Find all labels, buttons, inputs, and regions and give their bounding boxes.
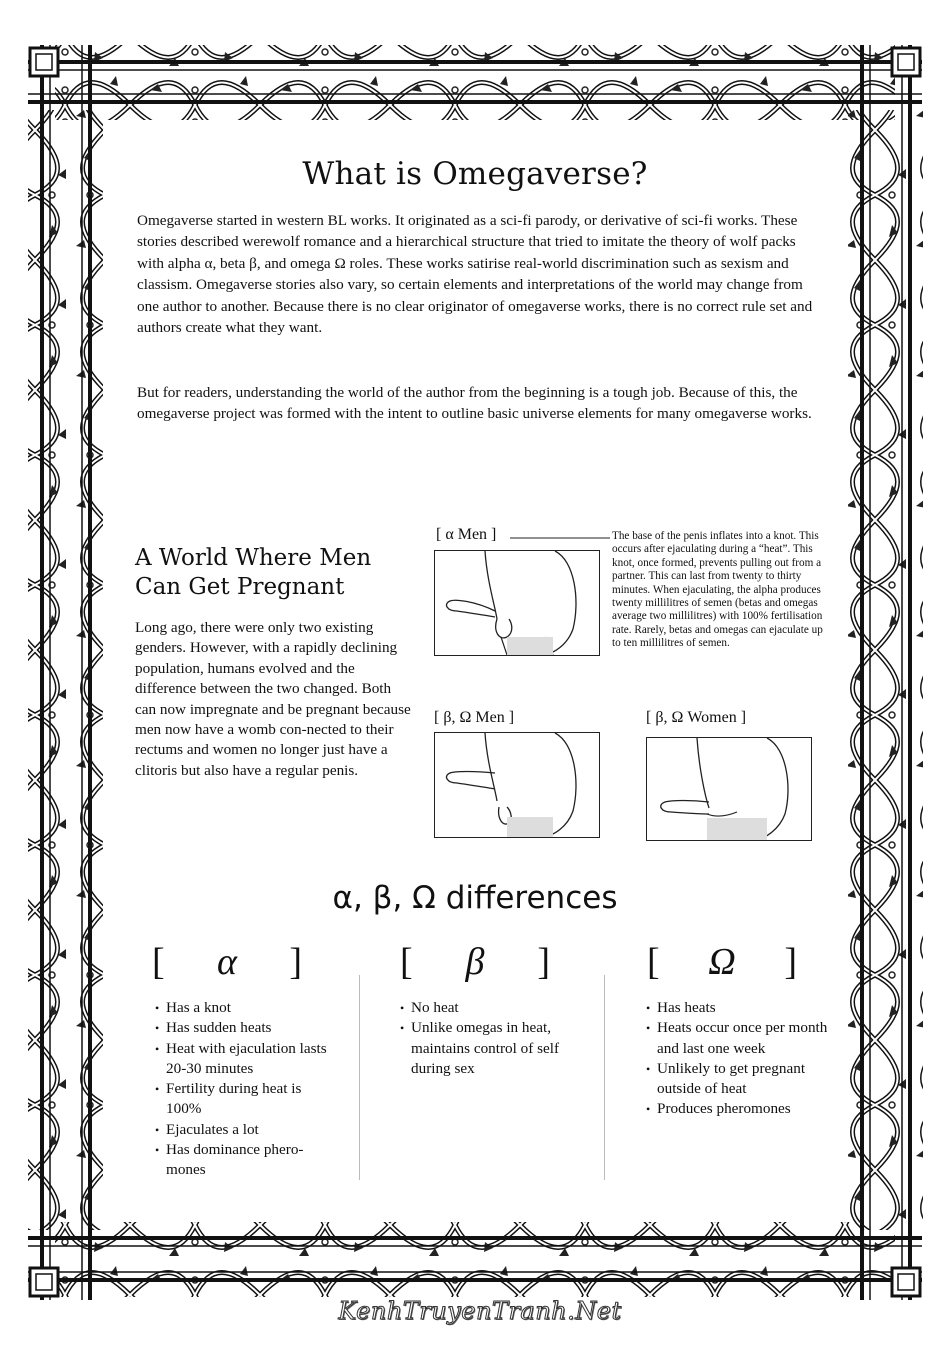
list-item: • Has dominance phero-mones <box>155 1140 335 1181</box>
list-item: • Unlikely to get pregnant outside of heat <box>646 1059 831 1100</box>
list-item: • Fertility during heat is 100% <box>155 1079 335 1120</box>
omega-symbol: Ω <box>708 941 736 983</box>
bracket-open: [ <box>152 941 165 983</box>
beta-omega-women-label: [ β, Ω Women ] <box>646 709 747 726</box>
list-item: • Ejaculates a lot <box>155 1120 335 1140</box>
alpha-column-header <box>152 940 302 988</box>
world-body: Long ago, there were only two existing genders. However, with a rapidly declining population, humans evolved and the difference between the two changed. Both can now impregnate and be pregnant because men now have a womb con-nected to their rectums and women no longer just have a clitoris but also have a regular penis. <box>135 619 411 779</box>
list-item: • No heat <box>400 998 590 1018</box>
differences-title: α, β, Ω differences <box>332 880 618 916</box>
bracket-close: ] <box>784 941 797 983</box>
alpha-symbol: α <box>217 941 237 983</box>
column-divider <box>359 975 360 1180</box>
alpha-men-label: [ α Men ] <box>436 526 497 543</box>
beta-symbol: β <box>465 941 485 983</box>
omega-column-header <box>647 940 797 988</box>
list-item: • Has sudden heats <box>155 1018 335 1038</box>
list-item: • Has heats <box>646 998 831 1018</box>
beta-omega-women-illustration <box>646 737 812 841</box>
list-item: • Has a knot <box>155 998 335 1018</box>
list-item: • Produces pheromones <box>646 1099 831 1119</box>
bracket-close: ] <box>537 941 550 983</box>
beta-omega-men-illustration <box>434 732 600 838</box>
omega-traits-list <box>646 998 831 1120</box>
bracket-close: ] <box>289 941 302 983</box>
alpha-men-illustration <box>434 550 600 656</box>
alpha-knot-note: The base of the penis inflates into a knot. This occurs after ejaculating during a “heat”. This knot, once formed, prevents pulling out from a partner. This can last from twenty to thirty minutes. When ejaculating, the alpha produces twenty millilitres of semen (betas and omegas average two millilitres) with 100% fertilisation rate. Rarely, betas and omegas can ejaculate up to ten millilitres of semen. <box>612 530 823 650</box>
list-item: • Unlike omegas in heat, maintains control of self during sex <box>400 1018 590 1079</box>
world-heading: A World Where Men Can Get Pregnant <box>135 545 372 600</box>
column-divider <box>604 975 605 1180</box>
list-item: • Heats occur once per month and last one week <box>646 1018 831 1059</box>
intro-paragraph-2: But for readers, understanding the world of the author from the beginning is a tough job. Because of this, the omegaverse project was formed with the intent to outline basic universe elements for many omegaverse works. <box>137 384 812 423</box>
list-item: • Heat with ejaculation lasts 20-30 minutes <box>155 1039 335 1080</box>
intro-paragraph-1: Omegaverse started in western BL works. It originated as a sci-fi parody, or derivative of sci-fi works. These stories described werewolf romance and a hierarchical structure that tried to imitate the theory of wolf packs with alpha α, beta β, and omega Ω roles. These works satirise real-world discrimination such as sexism and classism. Omegaverse stories also vary, so certain elements and interpretations of the world may change from one author to another. Because there is no clear originator of omegaverse works, there is no correct rule set and authors create what they want. <box>137 212 813 337</box>
bracket-open: [ <box>647 941 660 983</box>
alpha-traits-list <box>155 998 335 1181</box>
beta-omega-men-label: [ β, Ω Men ] <box>434 709 515 726</box>
page-title: What is Omegaverse? <box>302 156 648 192</box>
bracket-open: [ <box>400 941 413 983</box>
beta-column-header <box>400 940 550 988</box>
site-watermark: KenhTruyenTranh.Net <box>338 1297 622 1325</box>
beta-traits-list <box>400 998 590 1079</box>
alpha-label-leader-line <box>510 536 610 540</box>
